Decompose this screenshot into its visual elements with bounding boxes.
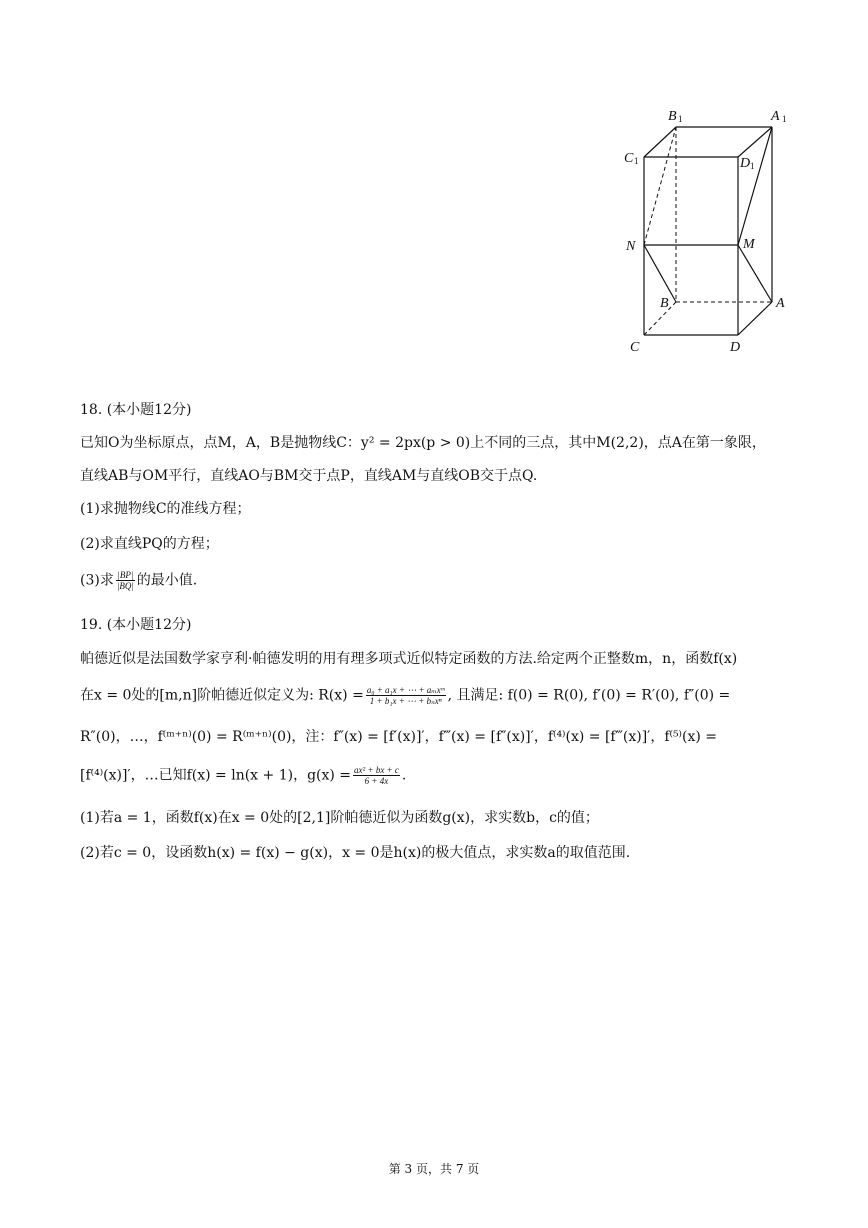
q19-line1: 帕德近似是法国数学家亨利·帕德发明的用有理多项式近似特定函数的方法.给定两个正整数m，n，函数f(x) xyxy=(80,651,738,667)
q19-part1: (1)若a = 1，函数f(x)在x = 0处的[2,1]阶帕德近似为函数g(x)，求实数b，c的值； xyxy=(80,810,599,826)
q18-header: 18. (本小题12分) xyxy=(80,402,192,418)
label-a1: A xyxy=(771,109,780,124)
q19-g-num: ax² + bx + c xyxy=(354,765,399,775)
q18-part3-num: |BP| xyxy=(117,570,134,580)
q19-line2 xyxy=(80,685,730,706)
q19-line4 xyxy=(80,765,406,786)
q18-part3-suffix: 的最小值. xyxy=(136,572,198,589)
label-c1-sub: 1 xyxy=(634,156,639,166)
label-d1: D xyxy=(740,156,751,171)
q19-line4-suffix: . xyxy=(401,767,407,784)
segment-ma xyxy=(738,245,772,302)
segment-nb1-hidden xyxy=(644,127,676,245)
q19-line2-suffix: , 且满足: f(0) = R(0), f′(0) = R′(0), f″(0) = xyxy=(447,687,731,704)
q19-part2: (2)若c = 0，设函数h(x) = f(x) − g(x)，x = 0是h(x)的极大值点，求实数a的取值范围. xyxy=(80,845,631,861)
label-d: D xyxy=(730,340,741,355)
q19-g-fraction xyxy=(353,765,400,786)
prism-figure xyxy=(620,100,800,360)
q19-pade-fraction xyxy=(366,685,446,706)
q18-part3-prefix: (3)求 xyxy=(80,572,114,589)
q18-part2: (2)求直线PQ的方程； xyxy=(80,536,219,552)
edge-c1b1 xyxy=(644,127,676,157)
edge-d1a1 xyxy=(738,127,772,157)
q19-line3: R″(0)，…，f⁽ᵐ⁺ⁿ⁾(0) = R⁽ᵐ⁺ⁿ⁾(0)，注：f″(x) = [f′(x)]′，f‴(x) = [f″(x)]′，f⁽⁴⁾(x) = [f‴(x)]′，f⁽⁵⁾(x) = xyxy=(80,729,717,745)
label-d1-sub: 1 xyxy=(750,161,755,171)
edge-da xyxy=(738,302,772,335)
q18-part3-den: |BQ| xyxy=(116,581,134,591)
q19-line4-prefix: [f⁽⁴⁾(x)]′，…已知f(x) = ln(x + 1)，g(x) = xyxy=(80,767,352,784)
label-b: B xyxy=(660,296,669,311)
label-c1: C xyxy=(624,151,634,166)
q18-part3 xyxy=(80,570,197,591)
label-b1-sub: 1 xyxy=(678,114,683,124)
segment-ma1 xyxy=(738,127,772,245)
q19-line2-prefix: 在x = 0处的[m,n]阶帕德近似定义为: R(x) = xyxy=(80,687,364,704)
q19-pade-den: 1 + b₁x + ⋯ + bₙxⁿ xyxy=(369,696,442,706)
label-a1-sub: 1 xyxy=(782,114,787,124)
label-n: N xyxy=(626,239,636,254)
q18-part3-fraction xyxy=(116,570,135,591)
q18-part1: (1)求抛物线C的准线方程； xyxy=(80,501,251,517)
label-b1: B xyxy=(668,109,677,124)
label-a: A xyxy=(776,296,785,311)
page-footer: 第 3 页，共 7 页 xyxy=(388,1162,480,1176)
q19-header: 19. (本小题12分) xyxy=(80,617,192,633)
segment-nb-solid xyxy=(644,245,676,302)
label-c: C xyxy=(630,340,640,355)
q18-stem-line1: 已知O为坐标原点，点M，A，B是抛物线C：y² = 2px(p > 0)上不同的三点，其中M(2,2)，点A在第一象限， xyxy=(80,435,766,451)
label-m: M xyxy=(743,237,755,252)
q19-g-den: 6 + 4x xyxy=(364,776,389,786)
q19-pade-num: a₀ + a₁x + ⋯ + aₘxᵐ xyxy=(366,685,445,695)
q18-stem-line2: 直线AB与OM平行，直线AO与BM交于点P，直线AM与直线OB交于点Q. xyxy=(80,468,538,484)
